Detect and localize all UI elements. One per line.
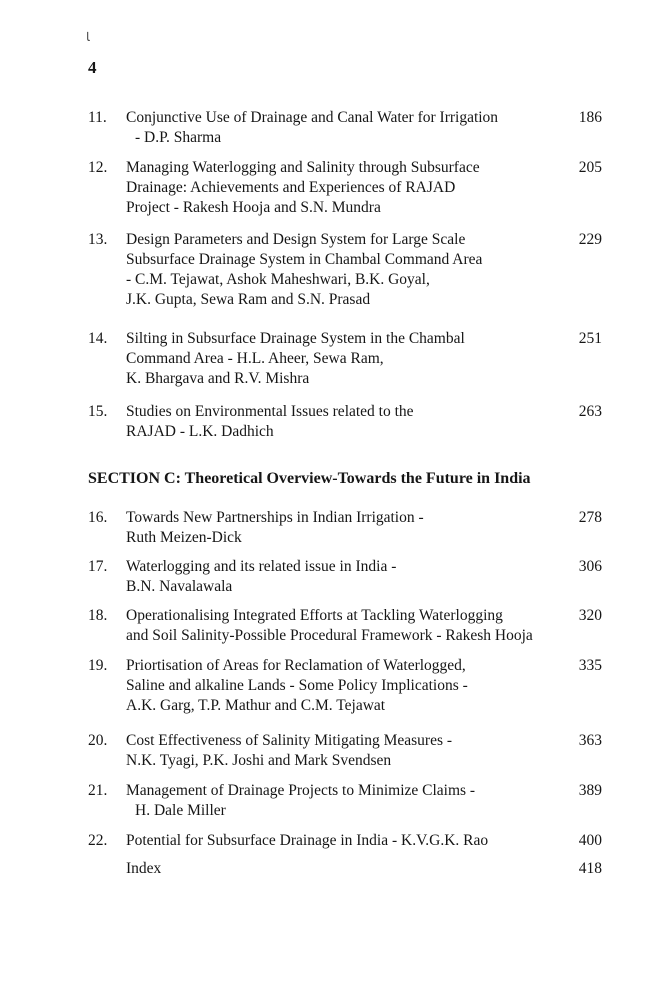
entry-title (126, 108, 546, 148)
entry-title (126, 508, 546, 548)
entry-page: 418 (578, 860, 602, 877)
toc-entry-15[interactable] (88, 402, 602, 442)
entry-line: Priortisation of Areas for Reclamation of Waterlogged, (126, 657, 466, 674)
entry-line: Management of Drainage Projects to Minimize Claims - (126, 782, 476, 799)
entry-line: Towards New Partnerships in Indian Irrigation - (126, 509, 424, 526)
entry-title (126, 557, 546, 597)
entry-line: A.K. Garg, T.P. Mathur and C.M. Tejawat (126, 697, 386, 714)
entry-page: 278 (578, 509, 602, 526)
entry-number: 15. (88, 403, 108, 420)
entry-page: 251 (578, 330, 602, 347)
entry-line: Drainage: Achievements and Experiences of RAJAD (126, 179, 456, 196)
entry-line: Silting in Subsurface Drainage System in the Chambal (126, 330, 465, 347)
entry-line: - D.P. Sharma (135, 129, 222, 146)
entry-line: N.K. Tyagi, P.K. Joshi and Mark Svendsen (126, 752, 392, 769)
entry-line: Cost Effectiveness of Salinity Mitigating Measures - (126, 732, 453, 749)
toc-entry-17[interactable] (88, 557, 602, 597)
entry-line: Conjunctive Use of Drainage and Canal Water for Irrigation (126, 109, 499, 126)
entry-title (126, 831, 546, 851)
entry-line: Managing Waterlogging and Salinity through Subsurface (126, 159, 480, 176)
entry-number: 12. (88, 159, 108, 176)
entry-line: B.N. Navalawala (126, 578, 233, 595)
entry-page: 205 (578, 159, 602, 176)
page-number: 4 (88, 58, 97, 77)
entry-number: 18. (88, 607, 108, 624)
entry-title (126, 230, 546, 310)
entry-page: 335 (578, 657, 602, 674)
toc-entry-14[interactable] (88, 329, 602, 389)
entry-line: Potential for Subsurface Drainage in India - K.V.G.K. Rao (126, 832, 489, 849)
entry-line: Saline and alkaline Lands - Some Policy Implications - (126, 677, 468, 694)
toc-entry-21[interactable] (88, 781, 602, 821)
entry-number: 19. (88, 657, 108, 674)
entry-title (126, 656, 546, 716)
entry-title (126, 606, 546, 646)
entry-number: 13. (88, 231, 108, 248)
entry-line: Waterlogging and its related issue in India - (126, 558, 397, 575)
section-c-heading: SECTION C: Theoretical Overview-Towards the Future in India (88, 470, 531, 487)
entry-line: and Soil Salinity-Possible Procedural Framework - Rakesh Hooja (126, 627, 533, 644)
entry-page: 306 (578, 558, 602, 575)
entry-title (126, 731, 546, 771)
entry-page: 389 (578, 782, 602, 799)
corner-mark: ﺎ (86, 30, 90, 44)
entry-number: 21. (88, 782, 108, 799)
entry-line: Project - Rakesh Hooja and S.N. Mundra (126, 199, 381, 216)
entry-line: Operationalising Integrated Efforts at Tackling Waterlogging (126, 607, 503, 624)
entry-page: 186 (578, 109, 602, 126)
toc-entry-18[interactable] (88, 606, 602, 646)
toc-entry-22[interactable] (88, 831, 602, 851)
entry-page: 363 (578, 732, 602, 749)
entry-page: 263 (578, 403, 602, 420)
toc-entry-index[interactable] (88, 859, 602, 879)
entry-number: 14. (88, 330, 108, 347)
entry-title (126, 158, 546, 218)
entry-line: Ruth Meizen-Dick (126, 529, 242, 546)
entry-number: 11. (88, 109, 107, 126)
entry-page: 229 (578, 231, 602, 248)
entry-number: 20. (88, 732, 108, 749)
entry-page: 400 (578, 832, 602, 849)
entry-line: Index (126, 860, 162, 877)
toc-entry-13[interactable] (88, 230, 602, 310)
entry-page: 320 (578, 607, 602, 624)
entry-line: Subsurface Drainage System in Chambal Command Area (126, 251, 483, 268)
entry-title (126, 329, 546, 389)
entry-line: RAJAD - L.K. Dadhich (126, 423, 274, 440)
entry-number: 16. (88, 509, 108, 526)
entry-title (126, 402, 546, 442)
entry-number: 22. (88, 832, 108, 849)
entry-title (126, 859, 546, 879)
entry-line: K. Bhargava and R.V. Mishra (126, 370, 310, 387)
entry-title (126, 781, 546, 821)
entry-number: 17. (88, 558, 108, 575)
entry-line: J.K. Gupta, Sewa Ram and S.N. Prasad (126, 291, 371, 308)
entry-line: - C.M. Tejawat, Ashok Maheshwari, B.K. Goyal, (126, 271, 430, 288)
toc-entry-11[interactable] (88, 108, 602, 148)
entry-line: H. Dale Miller (135, 802, 226, 819)
entry-line: Studies on Environmental Issues related to the (126, 403, 414, 420)
toc-entry-12[interactable] (88, 158, 602, 218)
toc-entry-20[interactable] (88, 731, 602, 771)
entry-line: Design Parameters and Design System for Large Scale (126, 231, 466, 248)
toc-entry-19[interactable] (88, 656, 602, 716)
toc-entry-16[interactable] (88, 508, 602, 548)
entry-line: Command Area - H.L. Aheer, Sewa Ram, (126, 350, 384, 367)
